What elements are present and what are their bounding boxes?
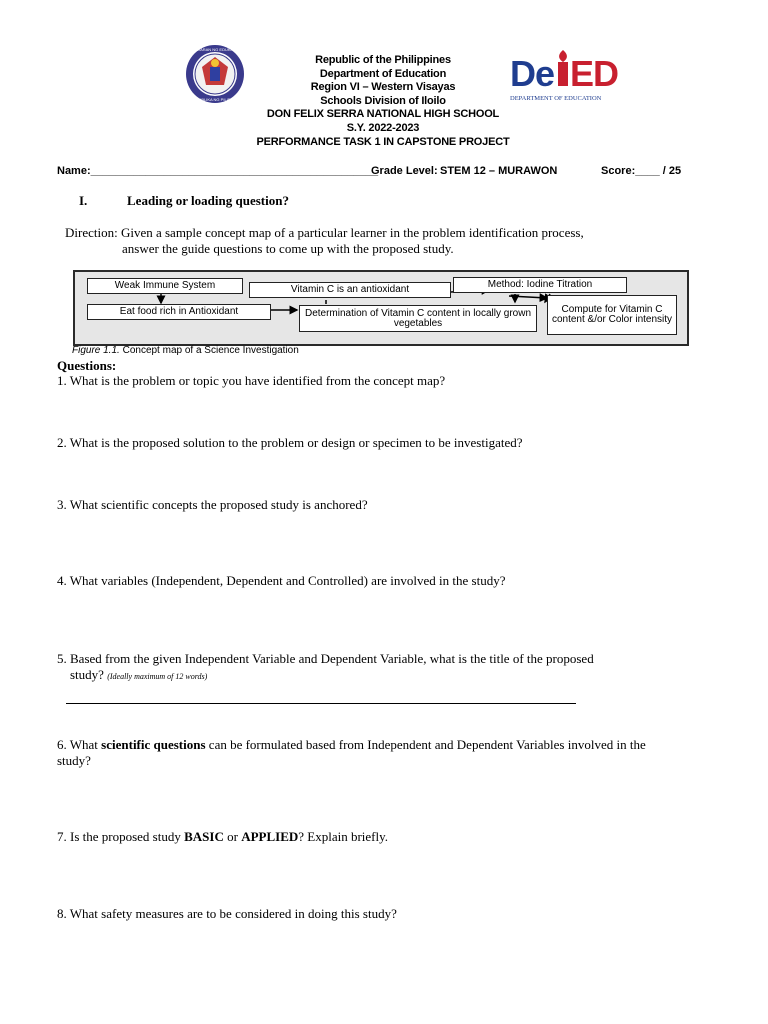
question-2: 2. What is the proposed solution to the problem or design or specimen to be investigated? (57, 435, 523, 450)
question-7 (57, 829, 717, 845)
question-6-pre: 6. What (57, 737, 102, 752)
question-7-pre: 7. Is the proposed study (57, 829, 185, 844)
header-line-school-year: S.Y. 2022-2023 (346, 121, 420, 134)
seal-text-bottom: REPUBLIKA NG PILIPINAS (190, 97, 240, 102)
direction-text (65, 225, 705, 257)
question-3: 3. What scientific concepts the proposed study is anchored? (57, 497, 368, 512)
header-line-task: PERFORMANCE TASK 1 IN CAPSTONE PROJECT (256, 135, 510, 148)
deped-logo (508, 50, 656, 106)
direction-line-2: answer the guide questions to come up with the proposed study. (122, 241, 454, 256)
question-7-post: ? Explain briefly. (298, 829, 389, 844)
header-line-school: DON FELIX SERRA NATIONAL HIGH SCHOOL (266, 108, 500, 121)
grade-level-value: STEM 12 – MURAWON (440, 165, 558, 177)
question-5-line-2 (57, 667, 717, 685)
name-field[interactable]: Name:_______________________________________________ (57, 165, 379, 177)
header-line-republic: Republic of the Philippines (315, 54, 451, 66)
svg-text:De: De (510, 53, 555, 94)
score-field[interactable]: Score:____ / 25 (601, 165, 682, 177)
concept-box-weak-immune: Weak Immune System (87, 278, 243, 294)
question-7-applied: APPLIED (241, 829, 299, 844)
concept-box-determination: Determination of Vitamin C content in locally grown vegetables (299, 305, 537, 332)
question-7-basic: BASIC (184, 829, 224, 844)
concept-box-method: Method: Iodine Titration (453, 277, 627, 293)
question-4: 4. What variables (Independent, Dependent and Controlled) are involved in the study? (57, 573, 506, 588)
question-6-line-1 (57, 737, 717, 753)
question-5 (57, 651, 717, 685)
question-7-or: or (223, 829, 242, 844)
header-line-region: Region VI – Western Visayas (310, 81, 456, 94)
question-5-study: study? (70, 667, 104, 682)
section-number: I. (79, 193, 88, 208)
concept-box-vitamin-c: Vitamin C is an antioxidant (249, 282, 451, 298)
seal-text-top: KAGAWARAN NG EDUKASYON (185, 47, 245, 52)
header-line-division: Schools Division of Iloilo (320, 94, 446, 107)
svg-text:ED: ED (570, 53, 619, 94)
concept-map (73, 270, 689, 346)
section-title: Leading or loading question? (127, 193, 289, 208)
question-8: 8. What safety measures are to be considered in doing this study? (57, 906, 397, 921)
question-1: 1. What is the problem or topic you have identified from the concept map? (57, 373, 446, 388)
figure-caption (72, 345, 299, 356)
question-5-line-1: 5. Based from the given Independent Variable and Dependent Variable, what is the title of the proposed (57, 651, 594, 666)
question-6-line-2: study? (57, 753, 91, 768)
answer-line[interactable] (66, 703, 576, 704)
concept-box-eat-food: Eat food rich in Antioxidant (87, 304, 271, 320)
school-header (250, 54, 516, 149)
question-6-bold: scientific questions (101, 737, 206, 752)
figure-caption-label: Figure 1.1. (72, 345, 120, 356)
questions-heading: Questions: (57, 358, 117, 373)
question-6 (57, 737, 717, 769)
header-line-department: Department of Education (319, 67, 447, 80)
direction-line-1: Direction: Given a sample concept map of a particular learner in the problem identification process, (65, 225, 584, 240)
question-5-note: (Ideally maximum of 12 words) (107, 672, 208, 681)
deped-logo-subtitle: DEPARTMENT OF EDUCATION (510, 95, 602, 102)
concept-box-compute: Compute for Vitamin C content &/or Color intensity (547, 295, 677, 335)
grade-level-label: Grade Level: (371, 165, 438, 177)
figure-caption-text: Concept map of a Science Investigation (122, 345, 299, 356)
question-6-post: can be formulated based from Independent and Dependent Variables involved in the (205, 737, 646, 752)
